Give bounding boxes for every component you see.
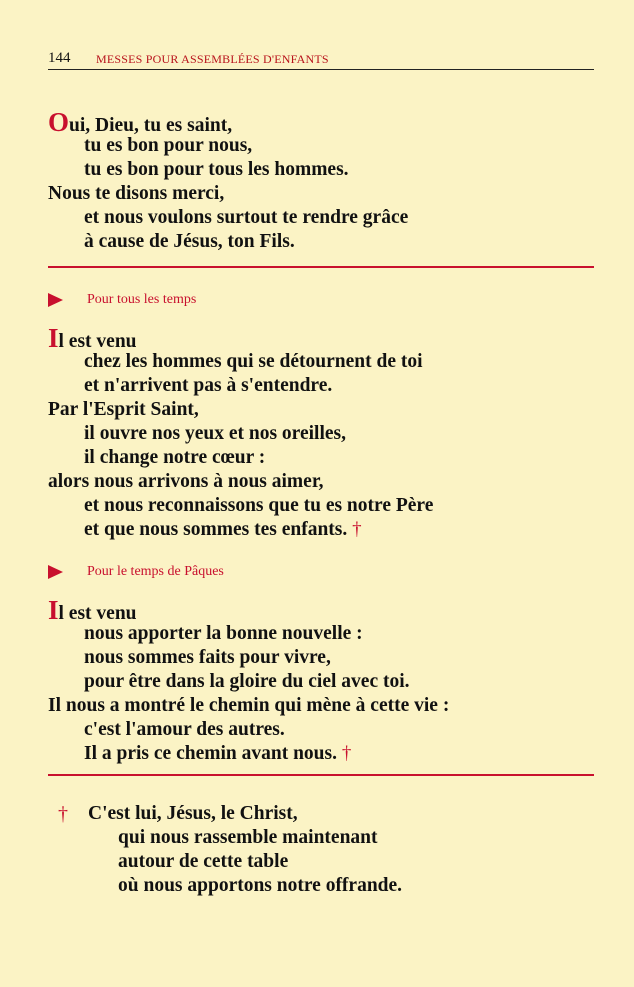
rubric-label: Pour tous les temps [87,292,197,307]
cross-icon: † [58,803,68,825]
drop-initial: I [48,323,59,353]
prayer-section-2 [48,323,608,542]
verse-line: nous sommes faits pour vivre, [84,647,331,668]
verse-text: l est venu [58,603,137,624]
verse-line: c'est l'amour des autres. [84,719,285,740]
verse-line: où nous apportons notre offrande. [118,875,403,896]
prayer-section-3 [48,595,608,766]
prayer-section-1 [48,107,608,254]
page-header [48,50,594,70]
verse-line: Nous te disons merci, [48,183,225,204]
rubric-all-times [48,290,196,310]
cross-icon: † [352,519,362,540]
verse-text: ui, Dieu, tu es saint, [69,115,233,136]
verse-text: l est venu [58,331,137,352]
header-rule [48,69,594,70]
drop-initial: O [48,107,70,137]
verse-line: il ouvre nos yeux et nos oreilles, [84,423,346,444]
verse-line [48,518,608,542]
verse-line: et nous reconnaissons que tu es notre Père [84,495,434,516]
page-number: 144 [48,50,71,66]
verse-text: et que nous sommes tes enfants. [84,519,348,540]
verse-line: et n'arrivent pas à s'entendre. [84,375,333,396]
verse-line [48,595,608,625]
verse-line: autour de cette table [118,851,289,872]
verse-line: alors nous arrivons à nous aimer, [48,471,324,492]
section-divider [48,266,594,268]
verse-line: tu es bon pour tous les hommes. [84,159,349,180]
verse-line: chez les hommes qui se détournent de toi [84,351,423,372]
verse-line: tu es bon pour nous, [84,135,253,156]
verse-line [48,107,608,137]
section-divider [48,774,594,776]
verse-line: Par l'Esprit Saint, [48,399,199,420]
red-triangle-arrow-icon [48,565,63,579]
verse-line [48,742,608,766]
drop-initial: I [48,595,59,625]
rubric-easter [48,562,224,582]
verse-line: et nous voulons surtout te rendre grâce [84,207,409,228]
verse-line: nous apporter la bonne nouvelle : [84,623,363,644]
verse-line: C'est lui, Jésus, le Christ, [88,803,298,824]
red-triangle-arrow-icon [48,293,63,307]
verse-line: pour être dans la gloire du ciel avec toi. [84,671,410,692]
verse-line: il change notre cœur : [84,447,266,468]
verse-line: à cause de Jésus, ton Fils. [84,231,295,252]
verse-line: Il nous a montré le chemin qui mène à cette vie : [48,695,450,716]
verse-line [48,323,608,353]
verse-line: qui nous rassemble maintenant [118,827,378,848]
running-title: MESSES POUR ASSEMBLÉES D'ENFANTS [96,52,329,66]
verse-lines [88,802,402,898]
verse-text: Il a pris ce chemin avant nous. [84,743,337,764]
rubric-label: Pour le temps de Pâques [87,564,224,579]
cross-icon: † [341,743,352,764]
